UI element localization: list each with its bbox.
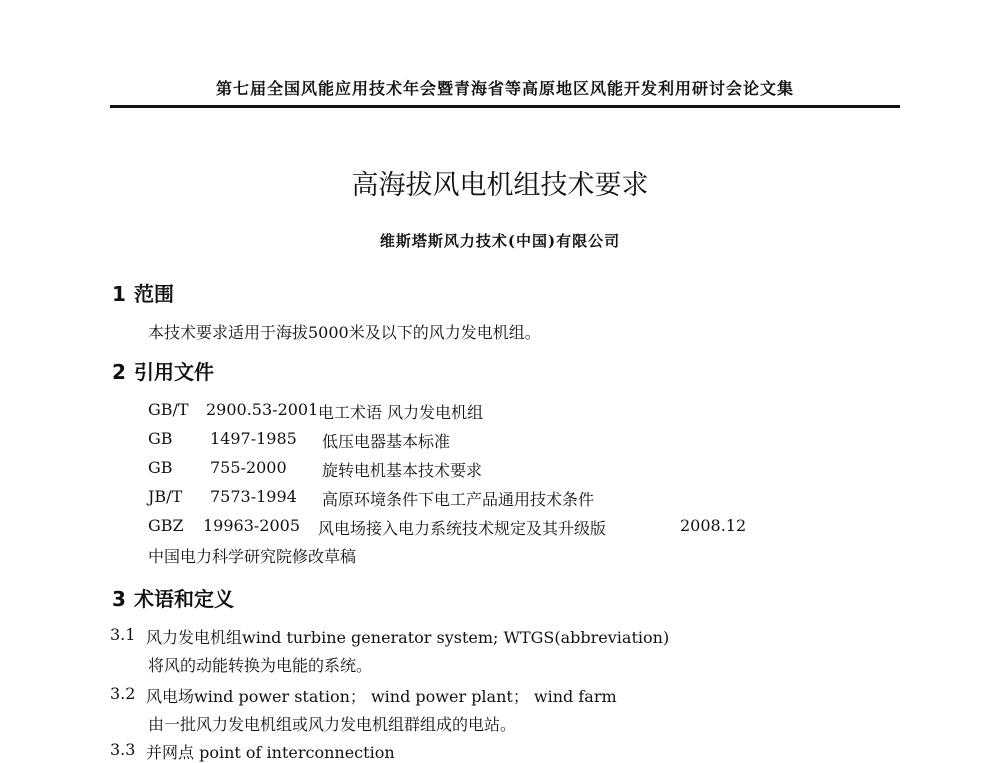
running-header: 第七届全国风能应用技术年会暨青海省等高原地区风能开发利用研讨会论文集 <box>215 79 794 98</box>
ref-number: 19963-2005 <box>203 516 301 535</box>
ref-title: 电工术语 风力发电机组 <box>318 403 484 422</box>
section-title: 范围 <box>134 282 174 306</box>
term-name: 并网点 point of interconnection <box>146 743 395 762</box>
term-name: 风力发电机组wind turbine generator system; WTGS(abbreviation) <box>146 628 670 647</box>
ref-date: 2008.12 <box>680 516 747 535</box>
paper-title: 高海拔风电机组技术要求 <box>351 170 649 201</box>
ref-title: 高原环境条件下电工产品通用技术条件 <box>322 490 595 509</box>
reference-continuation: 中国电力科学研究院修改草稿 <box>148 547 357 566</box>
ref-code: GBZ <box>148 516 184 535</box>
term-number: 3.1 <box>110 625 136 644</box>
term-number: 3.3 <box>110 740 136 759</box>
ref-title: 风电场接入电力系统技术规定及其升级版 <box>318 519 607 538</box>
section-3-heading <box>112 583 234 612</box>
term-definition: 将风的动能转换为电能的系统。 <box>148 656 373 675</box>
section-title: 引用文件 <box>134 360 214 384</box>
header-rule <box>110 105 900 108</box>
author-affiliation: 维斯塔斯风力技术(中国)有限公司 <box>379 232 621 250</box>
ref-code: GB <box>148 429 173 448</box>
ref-title: 旋转电机基本技术要求 <box>322 461 483 480</box>
section-number: 2 <box>112 360 126 384</box>
ref-number: 2900.53-2001 <box>206 400 319 419</box>
section-1-body: 本技术要求适用于海拔5000米及以下的风力发电机组。 <box>148 323 541 342</box>
term-definition: 由一批风力发电机组或风力发电机组群组成的电站。 <box>148 715 517 734</box>
ref-number: 7573-1994 <box>210 487 297 506</box>
section-number: 3 <box>112 587 126 611</box>
ref-number: 755-2000 <box>210 458 287 477</box>
ref-code: GB <box>148 458 173 477</box>
term-name: 风电场wind power station； wind power plant； wind farm <box>146 687 617 706</box>
section-title: 术语和定义 <box>134 587 234 611</box>
term-number: 3.2 <box>110 684 136 703</box>
ref-code: JB/T <box>148 487 183 506</box>
ref-code: GB/T <box>148 400 189 419</box>
section-number: 1 <box>112 282 126 306</box>
ref-number: 1497-1985 <box>210 429 297 448</box>
section-1-heading <box>112 278 174 307</box>
section-2-heading <box>112 356 214 385</box>
ref-title: 低压电器基本标准 <box>322 432 451 451</box>
